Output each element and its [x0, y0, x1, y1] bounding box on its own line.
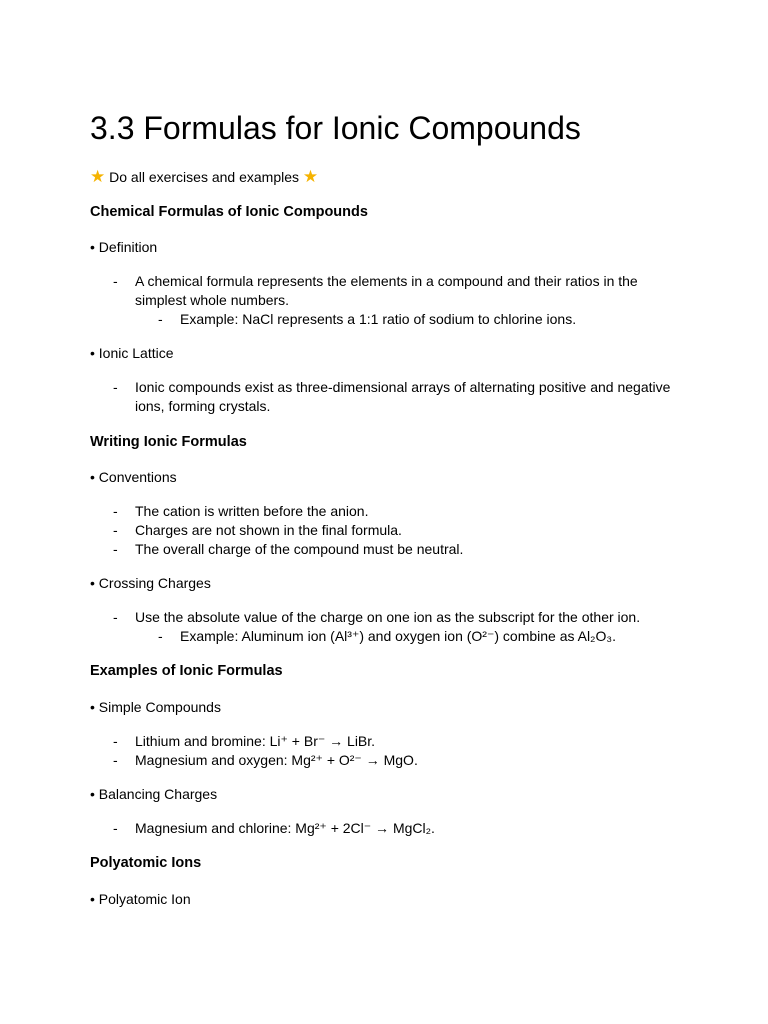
dash-marker: -	[158, 311, 163, 327]
list-item-text: Magnesium and oxygen: Mg²⁺ + O²⁻ → MgO.	[135, 752, 418, 768]
page-title: 3.3 Formulas for Ionic Compounds	[90, 110, 581, 146]
instruction-note	[90, 167, 318, 187]
list-item-text: The overall charge of the compound must be neutral.	[135, 541, 464, 557]
dash-marker: -	[113, 522, 118, 538]
bullet-conventions: • Conventions	[90, 469, 177, 485]
list-item-text: Charges are not shown in the final formula.	[135, 522, 402, 538]
section-heading-writing-ionic-formulas: Writing Ionic Formulas	[90, 434, 247, 450]
dash-marker: -	[113, 379, 118, 395]
bullet-crossing-charges: • Crossing Charges	[90, 575, 211, 591]
dash-marker: -	[113, 503, 118, 519]
dash-marker: -	[113, 273, 118, 289]
dash-marker: -	[113, 733, 118, 749]
dash-marker: -	[158, 628, 163, 644]
star-icon: ★	[90, 167, 106, 186]
list-item-text: Magnesium and chlorine: Mg²⁺ + 2Cl⁻ → MgCl₂.	[135, 820, 435, 836]
dash-marker: -	[113, 820, 118, 836]
bullet-simple-compounds: • Simple Compounds	[90, 699, 221, 715]
list-item-text: Use the absolute value of the charge on one ion as the subscript for the other ion.	[135, 609, 641, 625]
section-heading-examples: Examples of Ionic Formulas	[90, 663, 283, 679]
bullet-balancing-charges: • Balancing Charges	[90, 786, 218, 802]
bullet-ionic-lattice: • Ionic Lattice	[90, 345, 174, 361]
sub-list-item-text: Example: Aluminum ion (Al³⁺) and oxygen ion (O²⁻) combine as Al₂O₃.	[180, 628, 616, 644]
list-item-text: Lithium and bromine: Li⁺ + Br⁻ → LiBr.	[135, 733, 376, 749]
section-heading-polyatomic-ions: Polyatomic Ions	[90, 855, 202, 871]
instruction-text: Do all exercises and examples	[109, 169, 300, 185]
list-item-text: The cation is written before the anion.	[135, 503, 369, 519]
dash-marker: -	[113, 609, 118, 625]
sub-list-item-text: Example: NaCl represents a 1:1 ratio of sodium to chlorine ions.	[180, 311, 577, 327]
bullet-definition: • Definition	[90, 239, 158, 255]
bullet-polyatomic-ion: • Polyatomic Ion	[90, 891, 191, 907]
list-item-text: Ionic compounds exist as three-dimensional arrays of alternating positive and negative ions, forming crystals.	[135, 379, 671, 414]
star-icon: ★	[302, 167, 319, 186]
dash-marker: -	[113, 541, 118, 557]
section-heading-chemical-formulas: Chemical Formulas of Ionic Compounds	[90, 204, 368, 220]
dash-marker: -	[113, 752, 118, 768]
list-item-text: A chemical formula represents the elements in a compound and their ratios in the simplest whole numbers.	[135, 273, 638, 308]
